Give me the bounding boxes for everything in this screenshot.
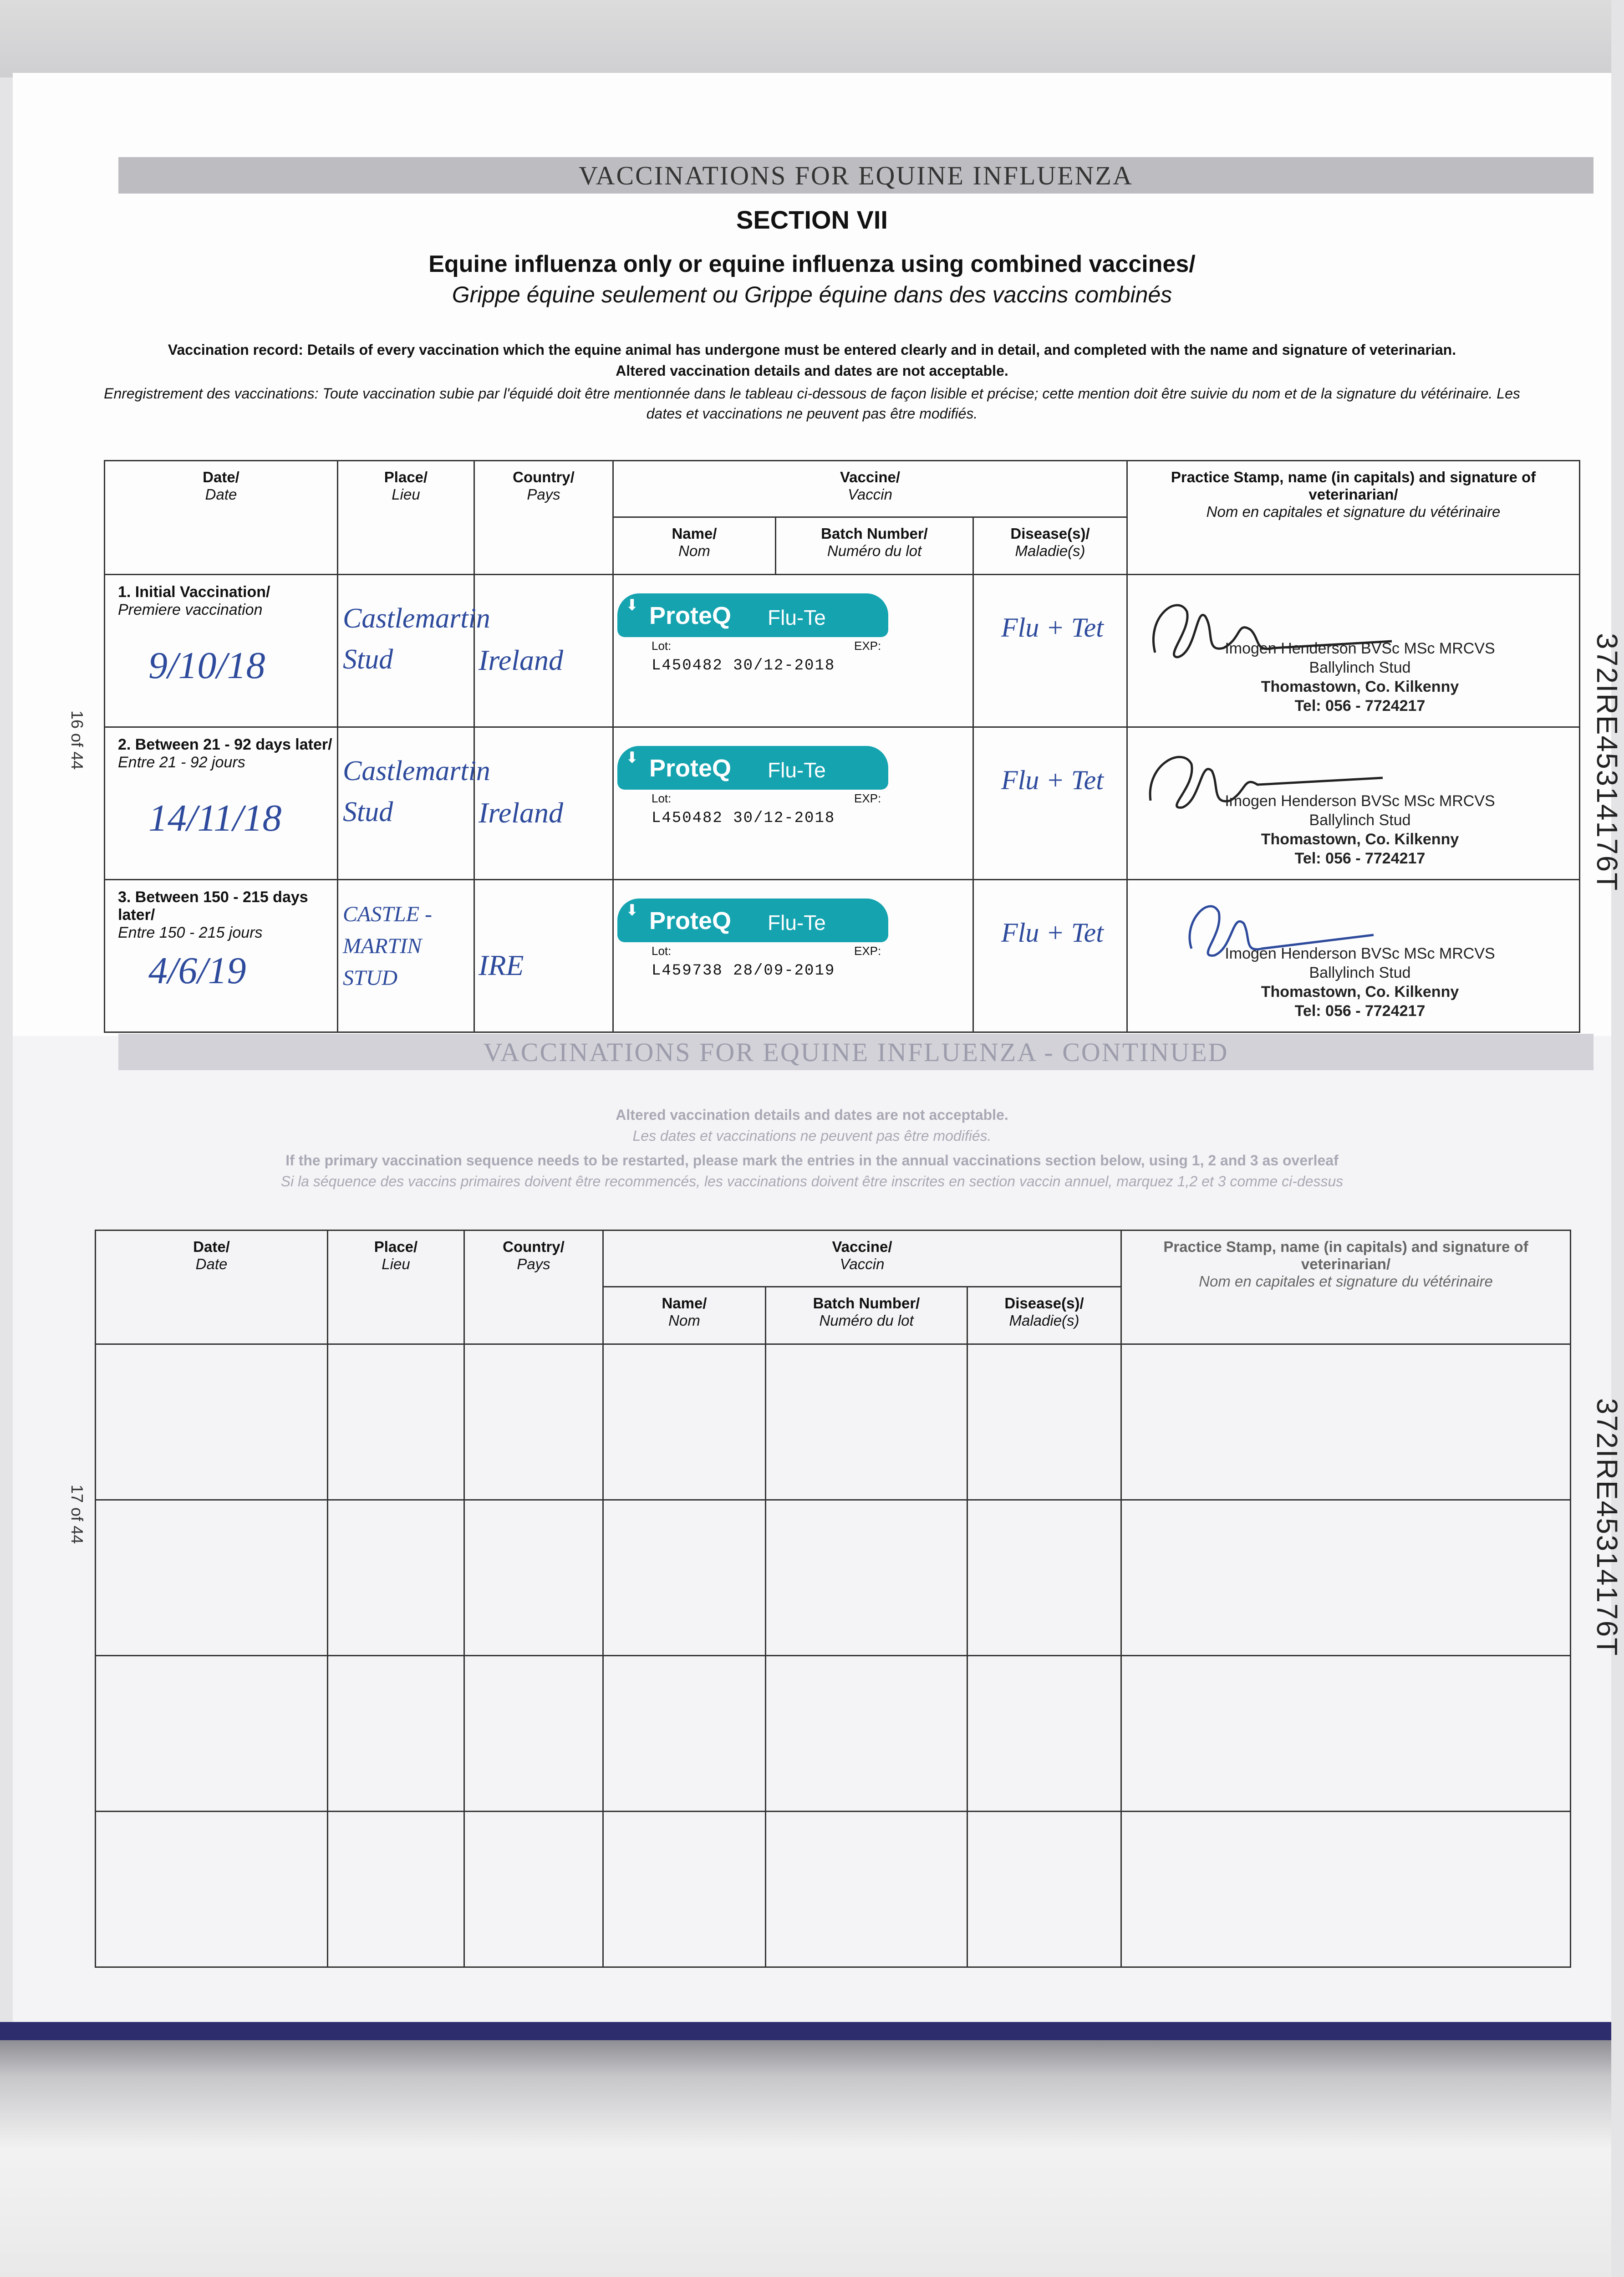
vaccine-brand: ProteQ [649,907,732,934]
note-en-1: Vaccination record: Details of every vaccination which the equine animal has undergone must be entered clearly and in detail, and completed with the name and signature of veterinarian. [168,342,1456,358]
table-row [105,575,1580,727]
vet-name: Imogen Henderson BVSc MSc MRCVS [1225,640,1495,657]
country-entry: IRE [479,949,524,981]
down-arrow-icon: ⬇ [626,749,639,766]
table-row [96,1812,1571,1967]
vet-practice: Ballylinch Stud [1309,812,1411,829]
date-entry: 4/6/19 [148,950,246,992]
page-number-17: 17 of 44 [68,1485,87,1544]
col-vaccine: Vaccine/ Vaccin [613,461,1127,517]
table-row [96,1344,1571,1500]
vaccine-brand: ProteQ [649,602,732,629]
vaccine-name: Flu-Te [768,911,826,934]
table-row [105,880,1580,1032]
date-entry: 9/10/18 [148,644,265,687]
down-arrow-icon: ⬇ [626,597,639,614]
vaccination-table-continued [95,1230,1571,1968]
col-disease: Disease(s)/ Maladie(s) [973,517,1127,575]
vet-tel: Tel: 056 - 7724217 [1294,697,1425,715]
batch-number: L459738 28/09-2019 [652,962,835,980]
col-place: Place/ Lieu [328,1230,464,1344]
col-disease: Disease(s)/ Maladie(s) [967,1287,1121,1344]
page-number-16: 16 of 44 [68,710,87,770]
disease-entry: Flu + Tet [1001,918,1104,948]
banner-continued: VACCINATIONS FOR EQUINE INFLUENZA - CONTINUED [118,1034,1593,1070]
batch-number: L450482 30/12-2018 [652,810,835,827]
date-entry: 14/11/18 [148,797,282,839]
exp-label: EXP: [854,944,881,958]
place-entry: CASTLE - MARTIN STUD [343,902,433,990]
row-label: 2. Between 21 - 92 days later/ Entre 21 - 92 jours [118,736,332,771]
col-place: Place/ Lieu [338,461,474,575]
vet-practice: Ballylinch Stud [1309,659,1411,676]
table-row [96,1656,1571,1812]
vaccine-sticker [617,593,888,694]
note-en-2: Altered vaccination details and dates are not acceptable. [616,362,1008,379]
vet-town: Thomastown, Co. Kilkenny [1261,678,1459,695]
exp-label: EXP: [854,639,881,653]
scan-top-edge [0,0,1611,77]
scan-bottom-area [0,2040,1611,2277]
page2-note-3: If the primary vaccination sequence needs to be restarted, please mark the entries in the annual vaccinations section below, using 1, 2 and 3 as overleaf [285,1152,1339,1169]
country-entry: Ireland [479,796,564,829]
col-date: Date/ Date [96,1230,328,1344]
col-name: Name/ Nom [613,517,776,575]
table-row [105,727,1580,880]
place-entry: Castlemartin Stud [343,603,490,675]
vet-name: Imogen Henderson BVSc MSc MRCVS [1225,792,1495,810]
passport-code-1: 372IRE45314176T [1591,633,1624,892]
row-label: 3. Between 150 - 215 days later/ Entre 150 - 215 jours [118,888,308,941]
lot-label: Lot: [652,791,672,805]
col-country: Country/ Pays [464,1230,603,1344]
lot-label: Lot: [652,944,672,958]
disease-entry: Flu + Tet [1001,613,1104,643]
col-date: Date/ Date [105,461,338,575]
passport-code-2: 372IRE45314176T [1591,1398,1624,1657]
col-batch: Batch Number/ Numéro du lot [766,1287,967,1344]
col-vet: Practice Stamp, name (in capitals) and signature of veterinarian/ Nom en capitales et signature du vétérinaire [1127,461,1580,575]
vaccine-brand: ProteQ [649,755,732,782]
vaccine-name: Flu-Te [768,606,826,629]
vaccine-sticker [617,899,888,999]
passport-page [13,73,1624,2024]
lot-label: Lot: [652,639,672,653]
vet-practice: Ballylinch Stud [1309,964,1411,981]
col-batch: Batch Number/ Numéro du lot [776,517,973,575]
vet-town: Thomastown, Co. Kilkenny [1261,983,1459,1001]
vet-town: Thomastown, Co. Kilkenny [1261,831,1459,848]
page2-note-1: Altered vaccination details and dates are not acceptable. [616,1107,1008,1123]
disease-entry: Flu + Tet [1001,765,1104,795]
page2-note-4: Si la séquence des vaccins primaires doivent être recommencés, les vaccinations doivent être inscrites en section vaccin annuel, marquez 1,2 et 3 comme ci-dessus [280,1173,1344,1190]
banner: VACCINATIONS FOR EQUINE INFLUENZA [118,157,1593,194]
section-title: SECTION VII [736,205,888,234]
col-country: Country/ Pays [474,461,613,575]
title-fr: Grippe équine seulement ou Grippe équine dans des vaccins combinés [452,282,1172,307]
down-arrow-icon: ⬇ [626,902,639,919]
table-row [96,1500,1571,1656]
note-fr: Enregistrement des vaccinations: Toute vaccination subie par l'équidé doit être mentionnée dans le tableau ci-dessous de façon lisible et précise; cette mention doit être suivie du nom et de la signature du vétérinaire. Les dates et vaccinations ne peuvent pas être modifiés. [104,385,1520,422]
vaccine-sticker [617,746,888,846]
row-label: 1. Initial Vaccination/ Premiere vaccination [118,583,270,618]
country-entry: Ireland [479,644,564,676]
exp-label: EXP: [854,791,881,805]
title-en: Equine influenza only or equine influenza using combined vaccines/ [428,251,1196,277]
col-vaccine: Vaccine/ Vaccin [603,1230,1121,1287]
page2-note-2: Les dates et vaccinations ne peuvent pas être modifiés. [632,1128,992,1144]
place-entry: Castlemartin Stud [343,756,490,827]
vet-tel: Tel: 056 - 7724217 [1294,1002,1425,1020]
vet-name: Imogen Henderson BVSc MSc MRCVS [1225,945,1495,962]
vaccination-table [104,460,1580,1033]
vaccine-name: Flu-Te [768,758,826,782]
col-name: Name/ Nom [603,1287,766,1344]
vet-tel: Tel: 056 - 7724217 [1294,850,1425,867]
col-vet: Practice Stamp, name (in capitals) and signature of veterinarian/ Nom en capitales et signature du vétérinaire [1121,1230,1571,1344]
batch-number: L450482 30/12-2018 [652,657,835,674]
